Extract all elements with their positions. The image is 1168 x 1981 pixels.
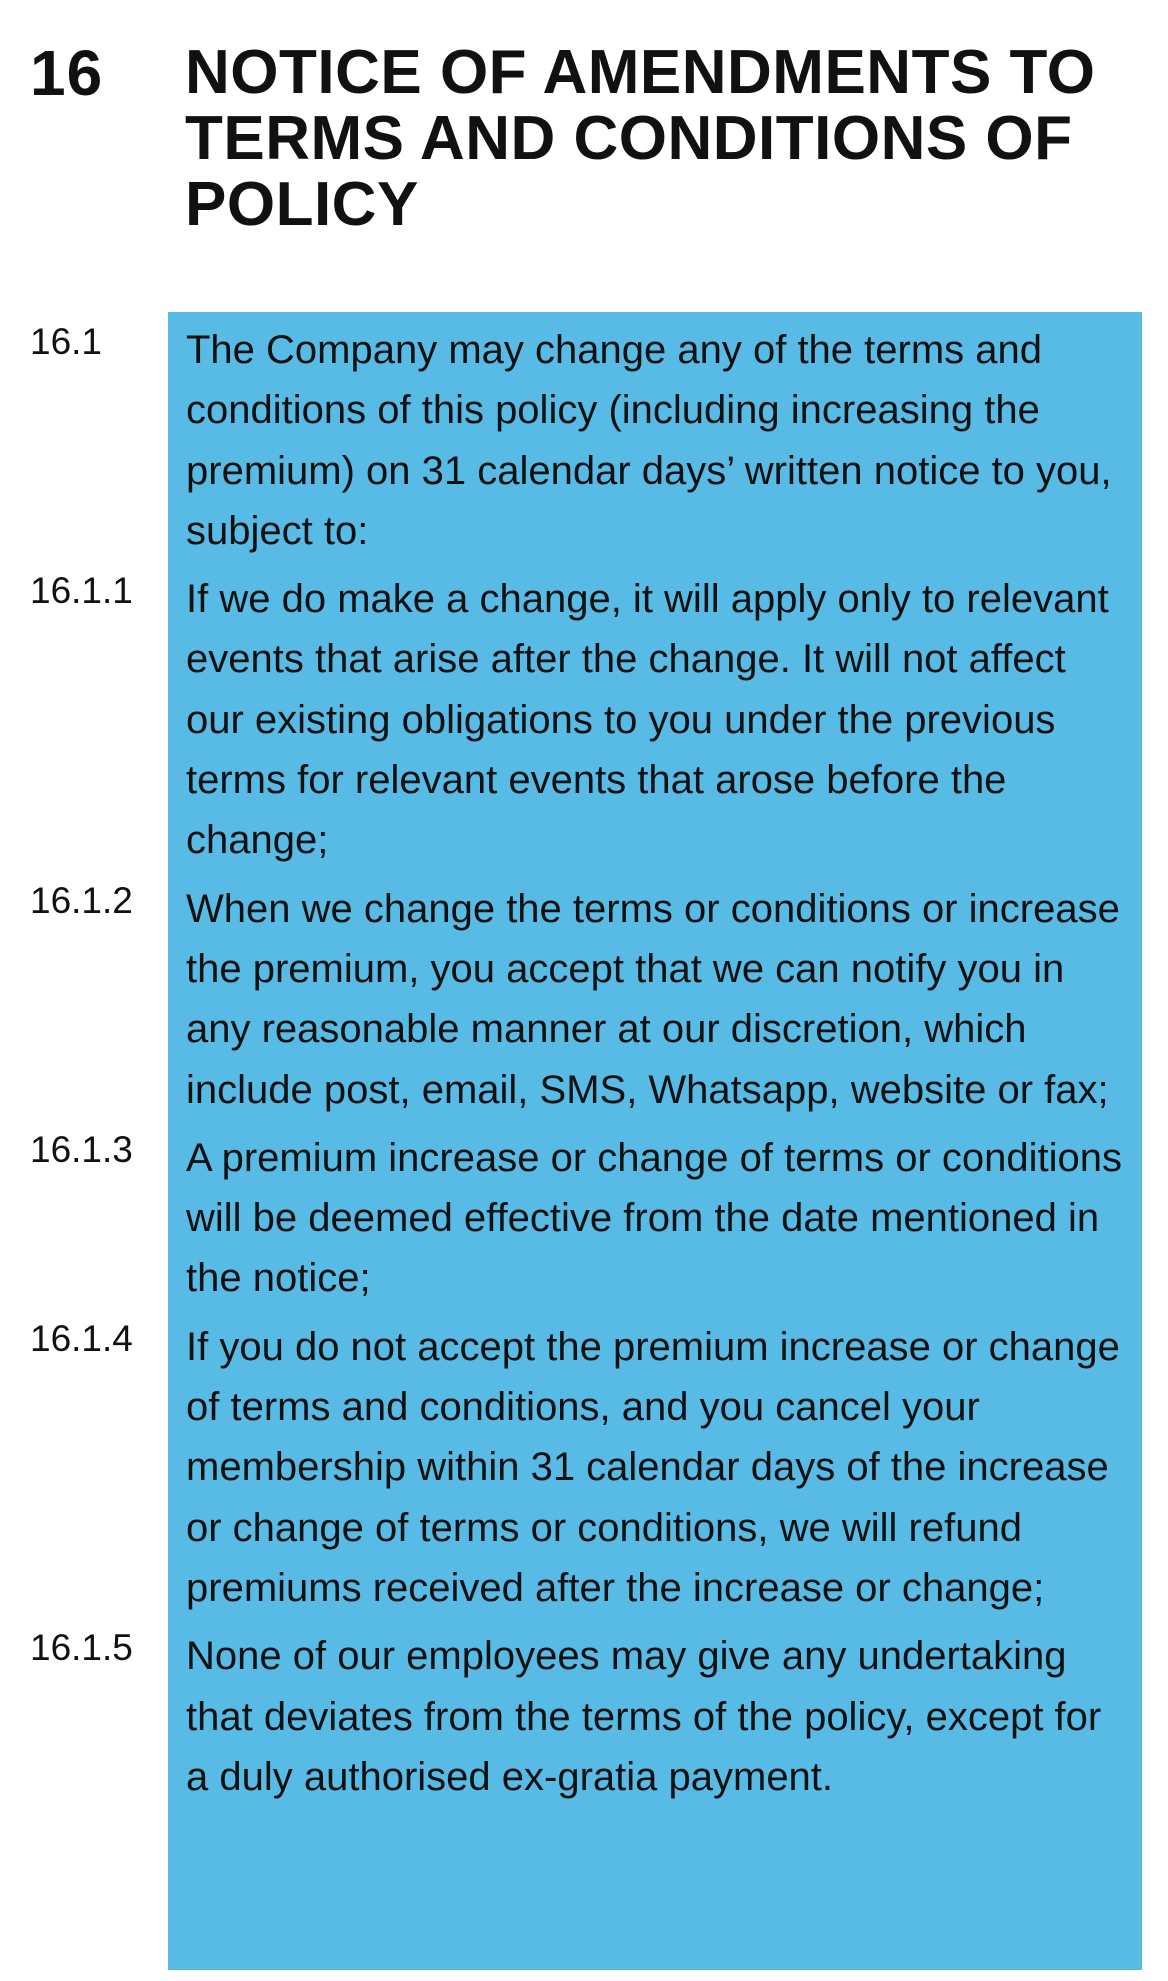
clause-number: 16.1.2 [30, 879, 133, 921]
clause-16-1-4 [0, 1309, 1168, 1618]
clause-number: 16.1.4 [30, 1317, 133, 1359]
clause-list [0, 312, 1168, 1807]
clause-16-1-5 [0, 1618, 1168, 1807]
clause-text: If you do not accept the premium increase or change of terms and conditions, and you cancel your membership within 31 calendar days of the increase or change of terms or conditions, we will refund premiums received after the increase or change; [186, 1324, 1120, 1610]
clause-16-1 [0, 312, 1168, 561]
clause-text: The Company may change any of the terms and conditions of this policy (including increasing the premium) on 31 calendar days’ written notice to you, subject to: [186, 328, 1112, 553]
clause-text: When we change the terms or conditions or increase the premium, you accept that we can notify you in any reasonable manner at our discretion, which include post, email, SMS, Whatsapp, website or fax; [186, 886, 1120, 1112]
clause-number: 16.1 [30, 321, 103, 362]
clause-number: 16.1.1 [30, 570, 133, 612]
section-title: NOTICE OF AMENDMENTS TO TERMS AND CONDITIONS OF POLICY [185, 38, 1096, 239]
clause-text: If we do make a change, it will apply only to relevant events that arise after the change. It will not affect our existing obligations to you under the previous terms for relevant events that arose before the change; [186, 577, 1109, 863]
clause-16-1-2 [0, 871, 1168, 1120]
clause-16-1-1 [0, 561, 1168, 870]
section-number: 16 [30, 37, 104, 109]
clause-number: 16.1.5 [30, 1627, 133, 1669]
clause-16-1-3 [0, 1120, 1168, 1309]
section-heading [30, 37, 1150, 239]
clause-text: A premium increase or change of terms or conditions will be deemed effective from the date mentioned in the notice; [186, 1135, 1122, 1301]
clause-number: 16.1.3 [30, 1128, 133, 1170]
clause-text: None of our employees may give any undertaking that deviates from the terms of the policy, except for a duly authorised ex-gratia payment. [186, 1634, 1102, 1799]
